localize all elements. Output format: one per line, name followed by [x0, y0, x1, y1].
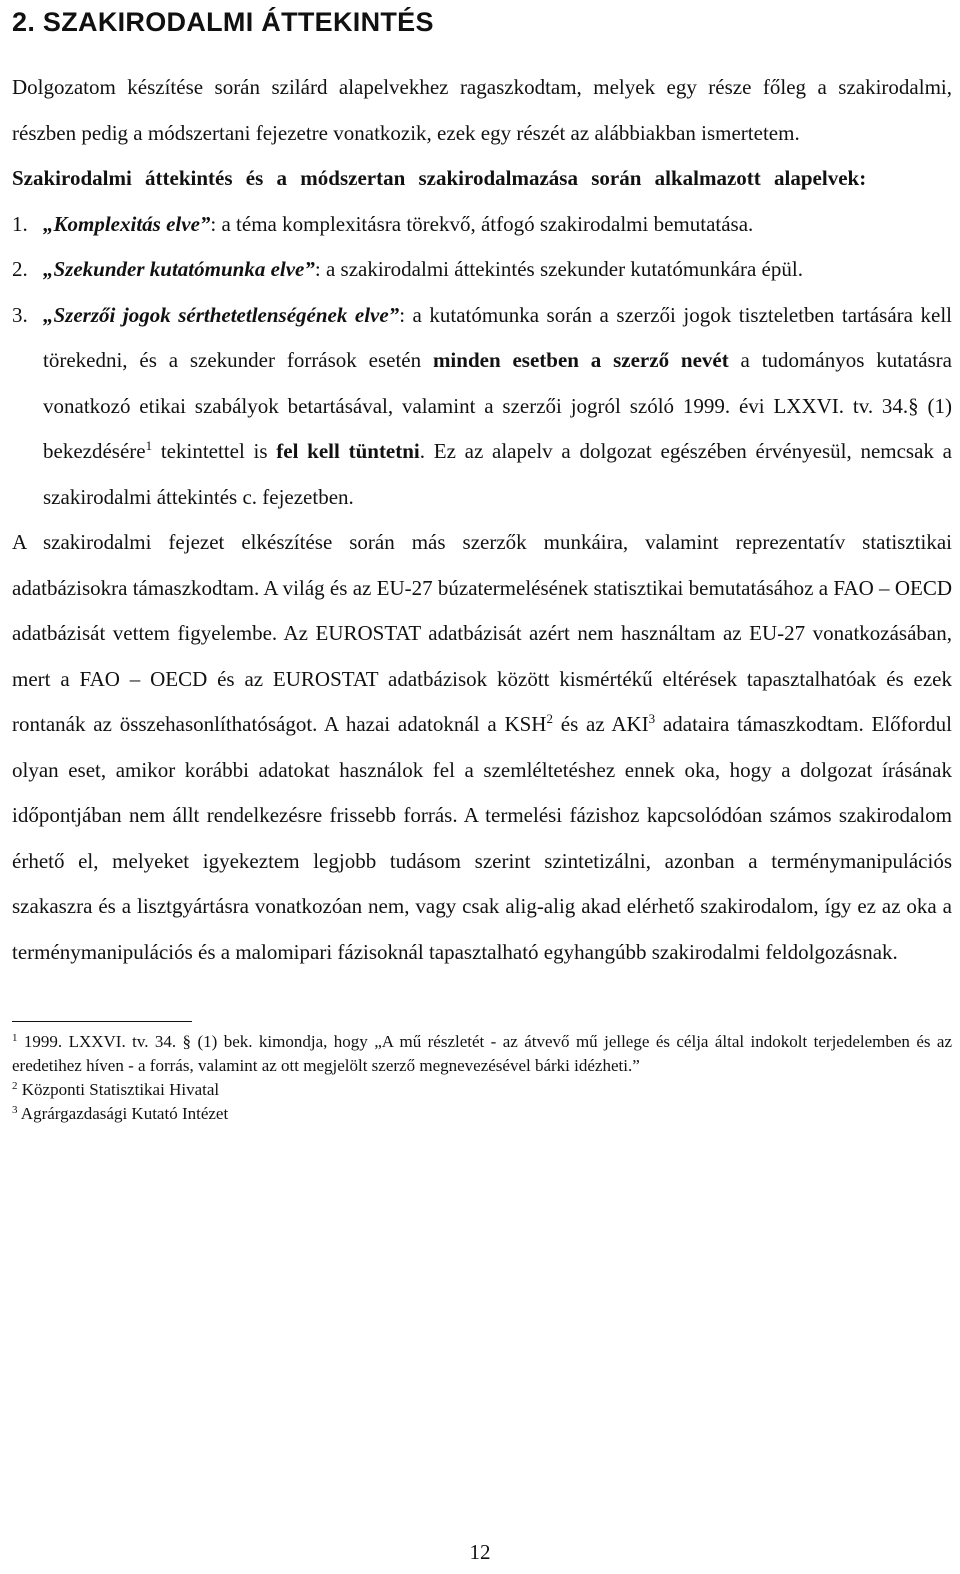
intro-paragraph: Dolgozatom készítése során szilárd alapelvekhez ragaszkodtam, melyek egy része főleg a szakirodalmi, részben pedig a módszertani fejezetre vonatkozik, ezek egy részét az alábbiakban ismertetem. [12, 75, 952, 145]
principles-list [12, 202, 952, 521]
principle-number: 1. [12, 211, 28, 236]
principle-title: „Komplexitás elve” [43, 211, 211, 236]
principle-text: : a kutatómunka során a szerzői jogok tiszteletben tartására kell törekedni, és a szekunder források esetén [43, 302, 952, 372]
footnote-separator [12, 1021, 192, 1022]
principle-emphasis: minden esetben a szerző nevét [432, 348, 729, 372]
section-heading: 2. SZAKIRODALMI ÁTTEKINTÉS [12, 7, 434, 37]
footnote [12, 1078, 952, 1102]
footnotes [12, 1030, 952, 1126]
principle-text: : a téma komplexitásra törekvő, átfogó szakirodalmi bemutatása. [210, 211, 754, 236]
footnote-number: 2 [12, 1080, 18, 1092]
principle-text: : a szakirodalmi áttekintés szekunder kutatómunkára épül. [314, 257, 803, 281]
principles-subheading: Szakirodalmi áttekintés és a módszertan szakirodalmazása során alkalmazott alapelvek: [12, 166, 867, 190]
principle-item [12, 247, 952, 293]
footnote-ref-3[interactable]: 3 [648, 711, 656, 726]
body-text: adataira támaszkodtam. Előfordul olyan eset, amikor korábbi adatokat használok fel a szemléltetéshez ennek oka, hogy a dolgozat írásának időpontjában nem állt rendelkezésre frissebb forrás. A termelési fázishoz kapcsolódóan számos szakirodalom érhető el, melyeket igyekeztem legjobb tudásom szerint szintetizálni, azonban a terménymanipulációs szakaszra és a lisztgyártásra vonatkozóan nem, vagy csak alig-alig akad elérhető szakirodalom, így ez az oka a terménymanipulációs és a malomipari fázisoknál tapasztalható egyhangúbb szakirodalmi feldolgozásnak. [12, 712, 952, 964]
document-page [12, 0, 952, 1126]
body-paragraph [12, 520, 952, 975]
footnote-ref-2[interactable]: 2 [546, 711, 553, 726]
principle-number: 3. [12, 302, 28, 327]
page-number: 12 [469, 1540, 491, 1564]
footnote-text: Központi Statisztikai Hivatal [17, 1080, 220, 1099]
principle-text: a tudományos kutatásra vonatkozó etikai szabályok betartásával, valamint a szerzői jogról szóló 1999. évi LXXVI. tv. 34.§ (1) bekezdésére [43, 348, 952, 463]
footnote-number: 1 [12, 1032, 18, 1044]
principle-number: 2. [12, 257, 28, 281]
principle-text: tekintettel is [152, 439, 277, 463]
principle-text: . Ez az alapelv a dolgozat egészében érvényesül, nemcsak a szakirodalmi áttekintés c. fejezetben. [43, 439, 952, 509]
body-text: A szakirodalmi fejezet elkészítése során más szerzők munkáira, valamint reprezentatív statisztikai adatbázisokra támaszkodtam. A világ és az EU-27 búzatermelésének statisztikai bemutatásához a FAO – OECD adatbázisát vettem figyelembe. Az EUROSTAT adatbázisát azért nem használtam az EU-27 vonatkozásában, mert a FAO – OECD és az EUROSTAT adatbázisok között kismértékű eltérések tapasztalhatóak és ezek rontanák az összehasonlíthatóságot. A hazai adatoknál a KSH [12, 530, 952, 736]
footnote [12, 1030, 952, 1078]
principle-emphasis: fel kell tüntetni [276, 439, 420, 463]
footnote-number: 3 [12, 1104, 18, 1116]
footnote-text: 1999. LXXVI. tv. 34. § (1) bek. kimondja, hogy „A mű részletét - az átvevő mű jellege és célja által indokolt terjedelemben és az eredetihez híven - a forrás, valamint az ott megjelölt szerző megnevezésével bárki idézheti.” [12, 1032, 952, 1075]
body-text: és az AKI [552, 712, 649, 736]
footnote [12, 1102, 952, 1126]
principle-item [12, 202, 952, 248]
principle-title: „Szekunder kutatómunka elve” [43, 257, 315, 281]
footnote-ref-1[interactable]: 1 [145, 438, 153, 453]
principle-title: „Szerzői jogok sérthetetlenségének elve” [43, 302, 400, 327]
principle-item [12, 293, 952, 521]
footnote-text: Agrárgazdasági Kutató Intézet [17, 1104, 229, 1123]
